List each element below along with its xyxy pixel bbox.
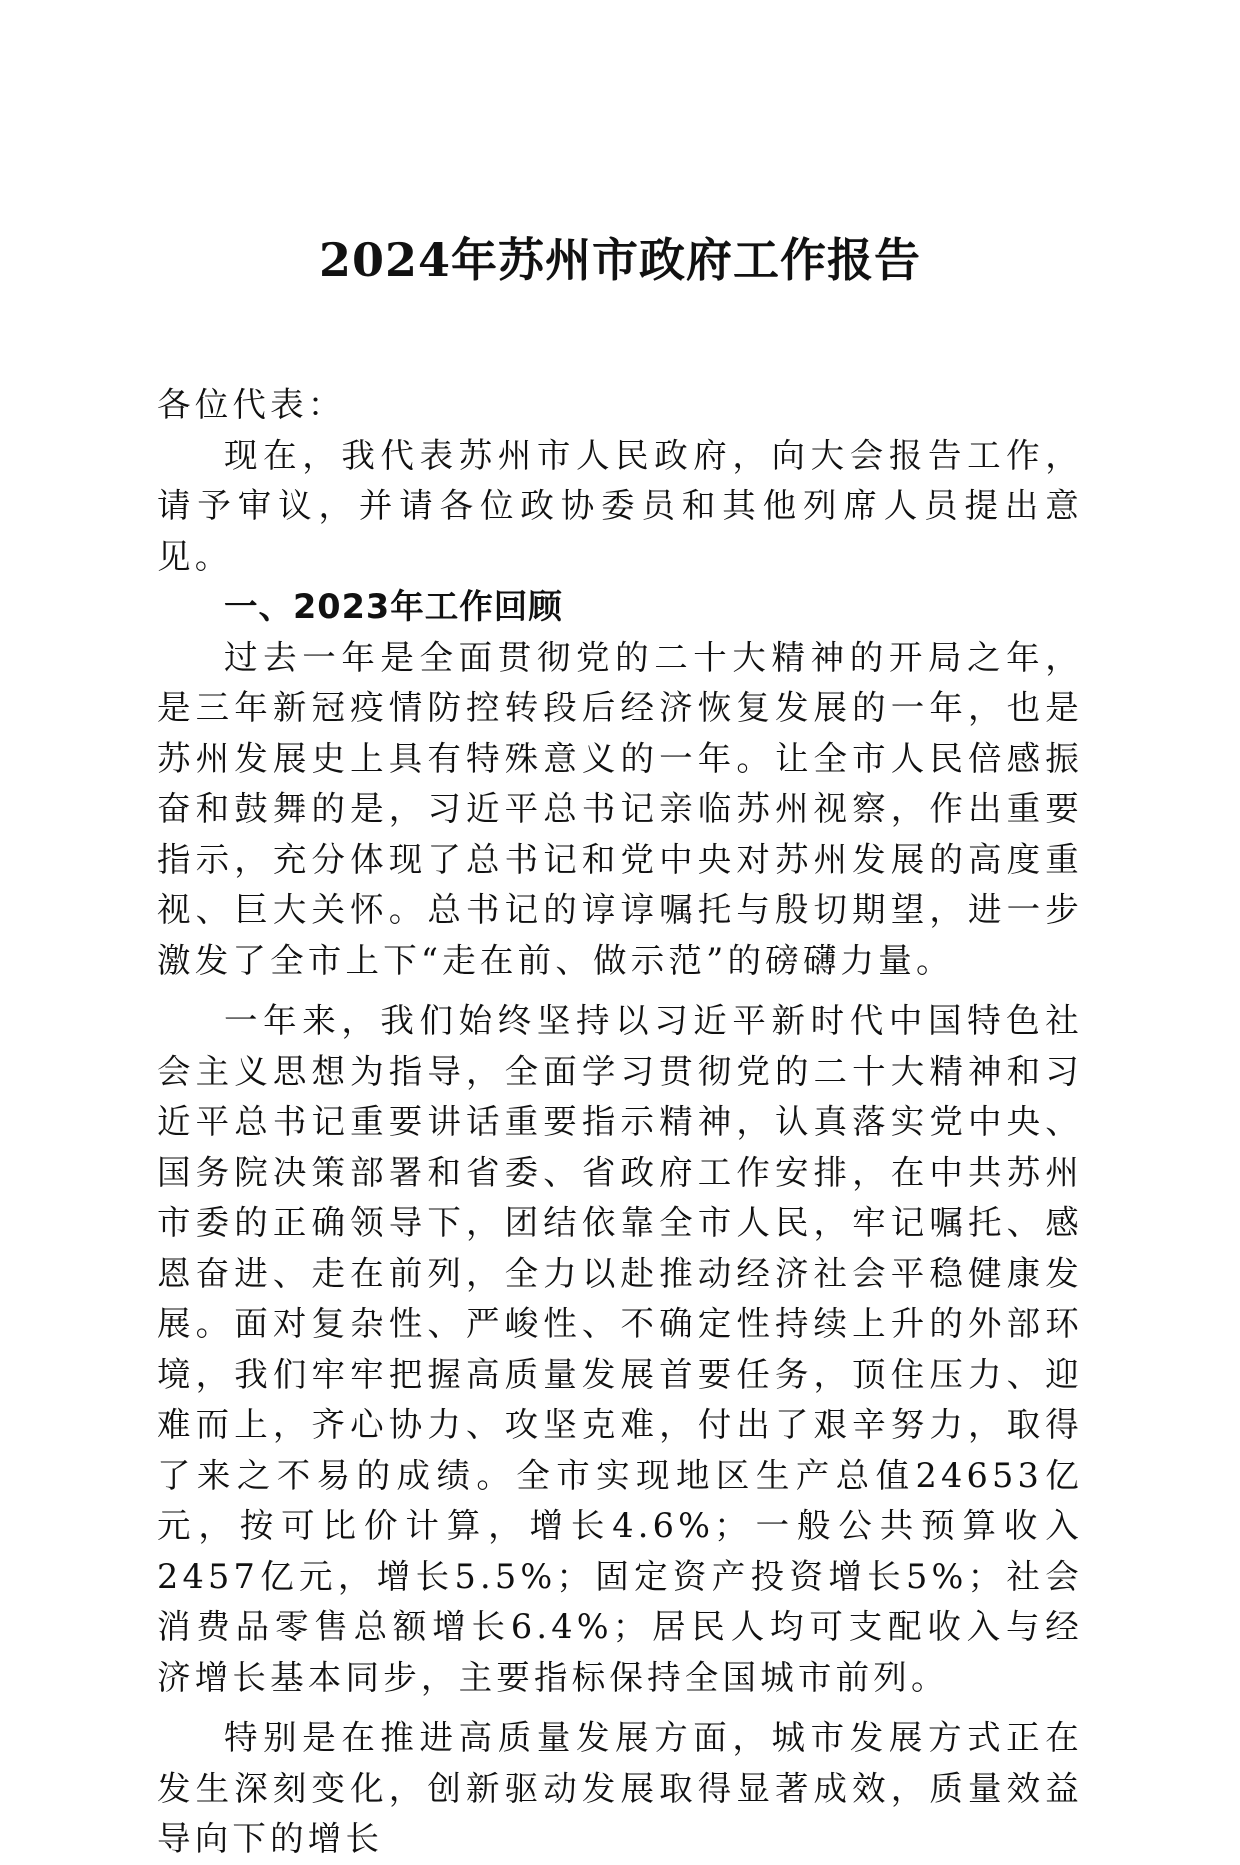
salutation: 各位代表： (157, 385, 346, 424)
body-paragraph: 过去一年是全面贯彻党的二十大精神的开局之年，是三年新冠疫情防控转段后经济恢复发展的一年，也是苏州发展史上具有特殊意义的一年。让全市人民倍感振奋和鼓舞的是，习近平总书记亲临苏州视察，作出重要指示，充分体现了总书记和党中央对苏州发展的高度重视、巨大关怀。总书记的谆谆嘱托与殷切期望，进一步激发了全市上下“走在前、做示范”的磅礴力量。 (157, 637, 1083, 980)
document-title: 2024年苏州市政府工作报告 (318, 233, 922, 287)
section-heading-2023-review: 一、2023年工作回顾 (224, 587, 563, 626)
body-paragraph: 一年来，我们始终坚持以习近平新时代中国特色社会主义思想为指导，全面学习贯彻党的二十大精神和习近平总书记重要讲话重要指示精神，认真落实党中央、国务院决策部署和省委、省政府工作安排，在中共苏州市委的正确领导下，团结依靠全市人民，牢记嘱托、感恩奋进、走在前列，全力以赴推动经济社会平稳健康发展。面对复杂性、严峻性、不确定性持续上升的外部环境，我们牢牢把握高质量发展首要任务，顶住压力、迎难而上，齐心协力、攻坚克难，付出了艰辛努力，取得了来之不易的成绩。全市实现地区生产总值24653亿元，按可比价计算，增长4.6%；一般公共预算收入2457亿元，增长5.5%；固定资产投资增长5%；社会消费品零售总额增长6.4%；居民人均可支配收入与经济增长基本同步，主要指标保持全国城市前列。 (157, 1001, 1083, 1697)
body-paragraph: 特别是在推进高质量发展方面，城市发展方式正在发生深刻变化，创新驱动发展取得显著成效，质量效益导向下的增长 (157, 1718, 1083, 1858)
document-body (157, 380, 1083, 1865)
intro-paragraph: 现在，我代表苏州市人民政府，向大会报告工作，请予审议，并请各位政协委员和其他列席人员提出意见。 (157, 435, 1083, 576)
